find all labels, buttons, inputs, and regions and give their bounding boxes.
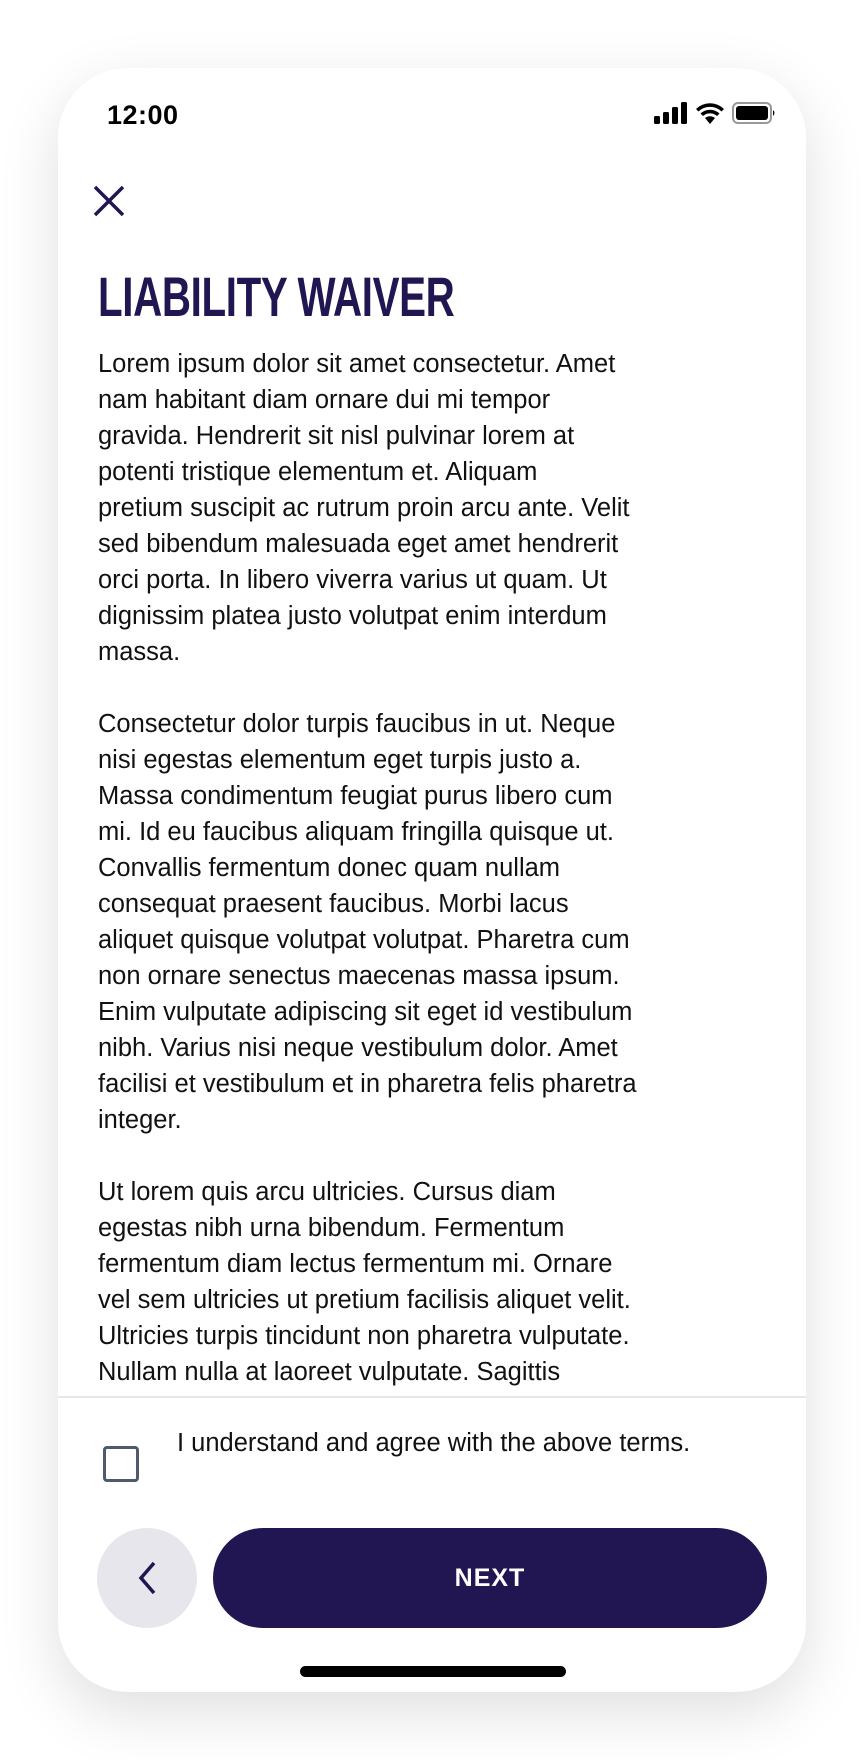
chevron-left-icon (135, 1560, 159, 1596)
waiver-text[interactable] (98, 346, 778, 1396)
text-line: vel sem ultricies ut pretium facilisis aliquet velit. (98, 1286, 631, 1314)
text-line: Consectetur dolor turpis faucibus in ut. Neque (98, 710, 616, 738)
text-line: facilisi et vestibulum et in pharetra felis pharetra (98, 1070, 637, 1098)
wifi-icon (696, 102, 724, 124)
status-icons (654, 102, 776, 124)
status-time: 12:00 (107, 100, 179, 130)
text-line: sed bibendum malesuada eget amet hendrerit (98, 530, 619, 558)
back-button[interactable] (97, 1528, 197, 1628)
page-title: LIABILITY WAIVER (98, 265, 455, 328)
paragraph (98, 1174, 778, 1390)
text-line: massa. (98, 638, 181, 666)
phone-screen (58, 68, 806, 1692)
next-button[interactable]: NEXT (213, 1528, 767, 1628)
text-line: integer. (98, 1106, 182, 1134)
text-line: nibh. Varius nisi neque vestibulum dolor. Amet (98, 1034, 618, 1062)
text-line: gravida. Hendrerit sit nisl pulvinar lorem at (98, 422, 575, 450)
text-line: pretium suscipit ac rutrum proin arcu ante. Velit (98, 494, 630, 522)
signal-icon (654, 102, 688, 124)
agree-checkbox[interactable] (103, 1446, 139, 1482)
text-line: nisi egestas elementum eget turpis justo a. (98, 746, 582, 774)
text-line: mi. Id eu faucibus aliquam fringilla quisque ut. (98, 818, 614, 846)
text-line: Convallis fermentum donec quam nullam (98, 854, 561, 882)
text-line: dignissim platea justo volutpat enim interdum (98, 602, 607, 630)
text-line: Lorem ipsum dolor sit amet consectetur. Amet (98, 350, 616, 378)
text-line: Massa condimentum feugiat purus libero cum (98, 782, 613, 810)
text-line: fermentum diam lectus fermentum mi. Ornare (98, 1250, 613, 1278)
text-line: Ultricies turpis tincidunt non pharetra vulputate. (98, 1322, 630, 1350)
close-icon[interactable] (92, 184, 126, 218)
text-line: non ornare senectus maecenas massa ipsum. (98, 962, 620, 990)
text-line: egestas nibh urna bibendum. Fermentum (98, 1214, 565, 1242)
text-line: aliquet quisque volutpat volutpat. Pharetra cum (98, 926, 630, 954)
text-line: potenti tristique elementum et. Aliquam (98, 458, 538, 486)
agree-label[interactable]: I understand and agree with the above terms. (177, 1429, 691, 1457)
text-line: Enim vulputate adipiscing sit eget id vestibulum (98, 998, 633, 1026)
home-indicator (300, 1666, 566, 1677)
text-line: consequat praesent faucibus. Morbi lacus (98, 890, 569, 918)
divider (58, 1396, 806, 1398)
text-line: Nullam nulla at laoreet vulputate. Sagittis (98, 1358, 561, 1386)
text-line: Ut lorem quis arcu ultricies. Cursus diam (98, 1178, 556, 1206)
paragraph (98, 346, 778, 670)
text-line: orci porta. In libero viverra varius ut quam. Ut (98, 566, 607, 594)
text-line: nam habitant diam ornare dui mi tempor (98, 386, 551, 414)
paragraph (98, 706, 778, 1138)
battery-icon (732, 102, 776, 124)
